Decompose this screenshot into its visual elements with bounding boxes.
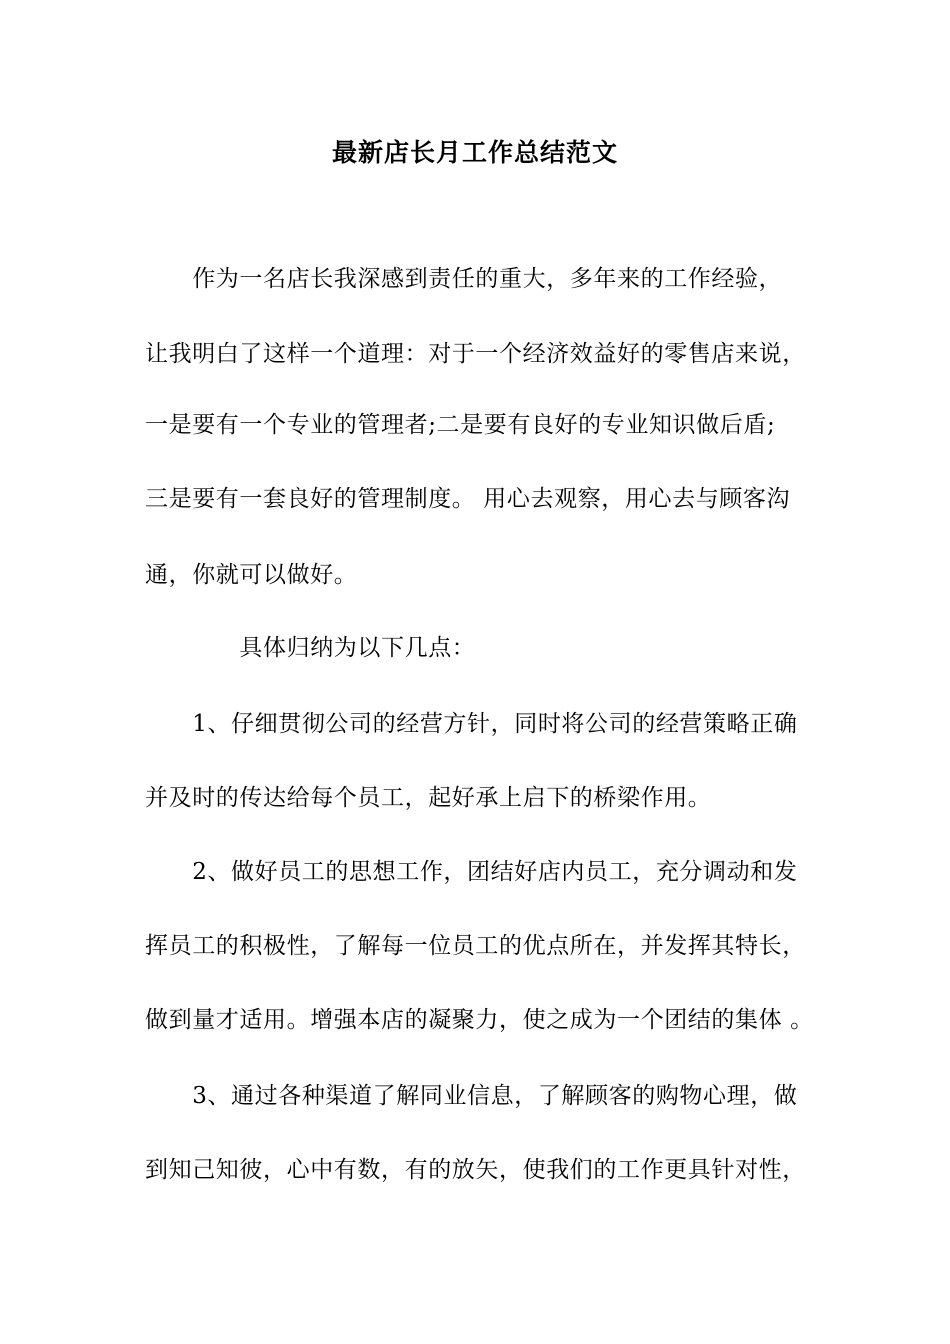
body-line: 挥员工的积极性，了解每一位员工的优点所在，并发挥其特长， — [145, 933, 806, 959]
body-line: 三是要有一套良好的管理制度。 用心去观察，用心去与顾客沟 — [145, 486, 791, 512]
body-line: 到知己知彼，心中有数，有的放矢，使我们的工作更具针对性， — [145, 1157, 806, 1183]
body-line: 一是要有一个专业的管理者;二是要有良好的专业知识做后盾; — [145, 412, 776, 438]
body-line: 具体归纳为以下几点： — [145, 635, 476, 661]
list-item-2: 2、做好员工的思想工作，团结好店内员工，充分调动和发 — [145, 859, 798, 885]
list-item-1: 1、仔细贯彻公司的经营方针，同时将公司的经营策略正确 — [145, 711, 798, 737]
body-line: 作为一名店长我深感到责任的重大，多年来的工作经验， — [145, 266, 783, 292]
body-line: 让我明白了这样一个道理：对于一个经济效益好的零售店来说， — [145, 341, 806, 367]
document-title: 最新店长月工作总结范文 — [331, 138, 618, 167]
body-line: 并及时的传达给每个员工，起好承上启下的桥梁作用。 — [145, 785, 712, 811]
body-line: 通，你就可以做好。 — [145, 562, 358, 588]
body-line: 做到量才适用。增强本店的凝聚力，使之成为一个团结的集体 。 — [145, 1007, 814, 1033]
list-item-3: 3、通过各种渠道了解同业信息，了解顾客的购物心理，做 — [145, 1083, 798, 1109]
